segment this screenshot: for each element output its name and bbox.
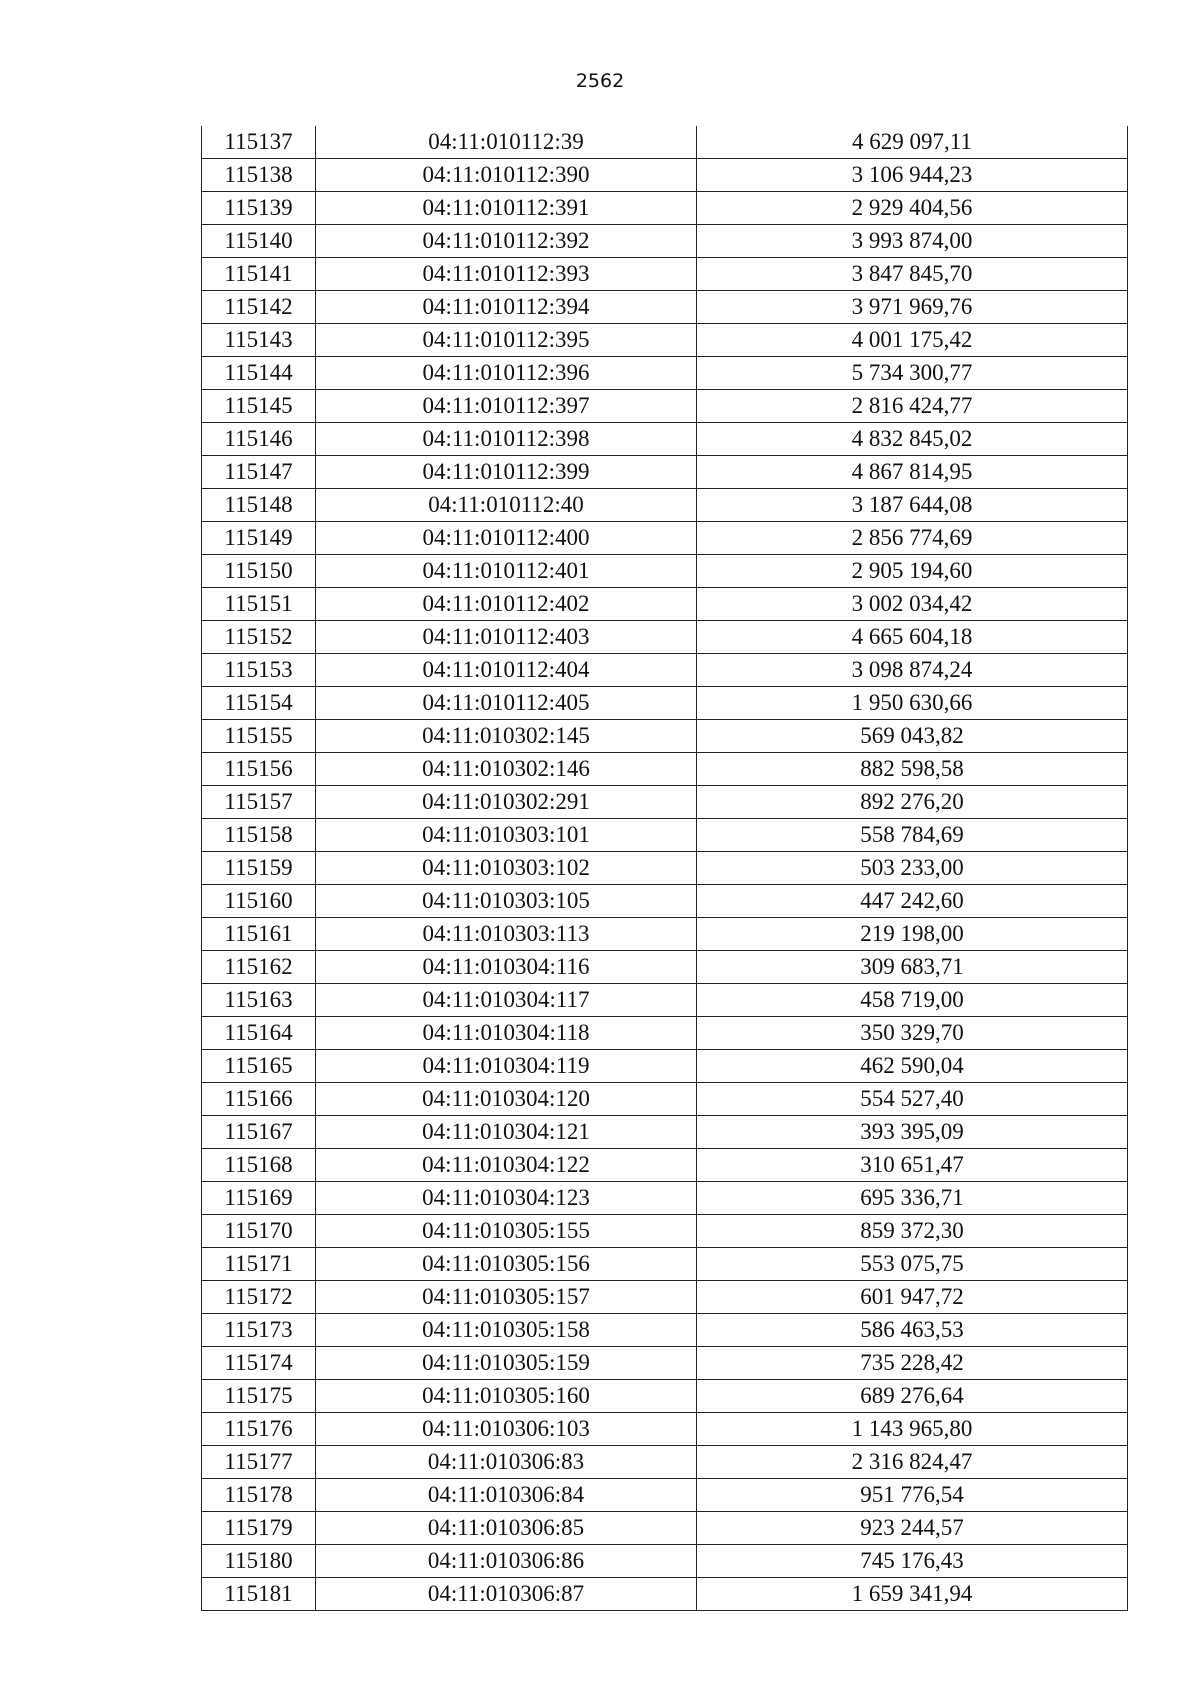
cadastral-value-cell: 745 176,43 — [697, 1545, 1128, 1578]
table-row — [202, 687, 1128, 720]
cadastral-number-cell: 04:11:010306:84 — [316, 1479, 697, 1512]
table-row — [202, 555, 1128, 588]
row-number-cell: 115175 — [202, 1380, 316, 1413]
row-number-cell: 115165 — [202, 1050, 316, 1083]
table-row — [202, 522, 1128, 555]
row-number-cell: 115137 — [202, 126, 316, 159]
cadastral-number-cell: 04:11:010304:118 — [316, 1017, 697, 1050]
cadastral-value-cell: 882 598,58 — [697, 753, 1128, 786]
cadastral-value-cell: 2 316 824,47 — [697, 1446, 1128, 1479]
row-number-cell: 115138 — [202, 159, 316, 192]
page-number: 2562 — [575, 70, 625, 92]
cadastral-number-cell: 04:11:010112:390 — [316, 159, 697, 192]
cadastral-value-cell: 462 590,04 — [697, 1050, 1128, 1083]
cadastral-value-cell: 1 950 630,66 — [697, 687, 1128, 720]
cadastral-value-cell: 3 993 874,00 — [697, 225, 1128, 258]
cadastral-value-cell: 689 276,64 — [697, 1380, 1128, 1413]
cadastral-value-cell: 4 665 604,18 — [697, 621, 1128, 654]
cadastral-number-cell: 04:11:010305:160 — [316, 1380, 697, 1413]
cadastral-number-cell: 04:11:010112:397 — [316, 390, 697, 423]
table-row — [202, 786, 1128, 819]
cadastral-value-cell: 2 856 774,69 — [697, 522, 1128, 555]
row-number-cell: 115160 — [202, 885, 316, 918]
table-row — [202, 1248, 1128, 1281]
cadastral-value-cell: 4 629 097,11 — [697, 126, 1128, 159]
cadastral-value-cell: 1 143 965,80 — [697, 1413, 1128, 1446]
cadastral-number-cell: 04:11:010304:121 — [316, 1116, 697, 1149]
cadastral-number-cell: 04:11:010305:156 — [316, 1248, 697, 1281]
row-number-cell: 115167 — [202, 1116, 316, 1149]
cadastral-value-cell: 1 659 341,94 — [697, 1578, 1128, 1611]
cadastral-value-cell: 310 651,47 — [697, 1149, 1128, 1182]
table-row — [202, 1116, 1128, 1149]
cadastral-number-cell: 04:11:010112:405 — [316, 687, 697, 720]
cadastral-value-cell: 458 719,00 — [697, 984, 1128, 1017]
cadastral-number-cell: 04:11:010303:102 — [316, 852, 697, 885]
cadastral-value-cell: 503 233,00 — [697, 852, 1128, 885]
cadastral-number-cell: 04:11:010112:392 — [316, 225, 697, 258]
table-row — [202, 1149, 1128, 1182]
row-number-cell: 115171 — [202, 1248, 316, 1281]
table-row — [202, 852, 1128, 885]
cadastral-value-cell: 558 784,69 — [697, 819, 1128, 852]
table-row — [202, 1182, 1128, 1215]
table-row — [202, 324, 1128, 357]
cadastral-number-cell: 04:11:010112:399 — [316, 456, 697, 489]
row-number-cell: 115141 — [202, 258, 316, 291]
row-number-cell: 115161 — [202, 918, 316, 951]
cadastral-value-cell: 3 098 874,24 — [697, 654, 1128, 687]
row-number-cell: 115152 — [202, 621, 316, 654]
cadastral-number-cell: 04:11:010304:119 — [316, 1050, 697, 1083]
row-number-cell: 115139 — [202, 192, 316, 225]
cadastral-number-cell: 04:11:010305:158 — [316, 1314, 697, 1347]
cadastral-value-cell: 859 372,30 — [697, 1215, 1128, 1248]
row-number-cell: 115156 — [202, 753, 316, 786]
row-number-cell: 115169 — [202, 1182, 316, 1215]
table-row — [202, 1578, 1128, 1611]
cadastral-number-cell: 04:11:010305:159 — [316, 1347, 697, 1380]
table-row — [202, 1281, 1128, 1314]
cadastral-number-cell: 04:11:010112:398 — [316, 423, 697, 456]
table-row — [202, 654, 1128, 687]
table-row — [202, 291, 1128, 324]
row-number-cell: 115178 — [202, 1479, 316, 1512]
cadastral-value-cell: 4 832 845,02 — [697, 423, 1128, 456]
cadastral-number-cell: 04:11:010306:103 — [316, 1413, 697, 1446]
cadastral-value-cell: 553 075,75 — [697, 1248, 1128, 1281]
row-number-cell: 115177 — [202, 1446, 316, 1479]
row-number-cell: 115147 — [202, 456, 316, 489]
cadastral-value-cell: 695 336,71 — [697, 1182, 1128, 1215]
cadastral-value-cell: 3 847 845,70 — [697, 258, 1128, 291]
table-row — [202, 357, 1128, 390]
table-row — [202, 1413, 1128, 1446]
cadastral-value-cell: 3 187 644,08 — [697, 489, 1128, 522]
cadastral-number-cell: 04:11:010306:87 — [316, 1578, 697, 1611]
row-number-cell: 115146 — [202, 423, 316, 456]
cadastral-value-cell: 5 734 300,77 — [697, 357, 1128, 390]
row-number-cell: 115176 — [202, 1413, 316, 1446]
table-row — [202, 489, 1128, 522]
row-number-cell: 115144 — [202, 357, 316, 390]
row-number-cell: 115155 — [202, 720, 316, 753]
cadastral-value-cell: 892 276,20 — [697, 786, 1128, 819]
table-row — [202, 1083, 1128, 1116]
cadastral-number-cell: 04:11:010303:105 — [316, 885, 697, 918]
row-number-cell: 115181 — [202, 1578, 316, 1611]
cadastral-value-cell: 219 198,00 — [697, 918, 1128, 951]
row-number-cell: 115162 — [202, 951, 316, 984]
cadastral-value-cell: 2 816 424,77 — [697, 390, 1128, 423]
cadastral-value-cell: 951 776,54 — [697, 1479, 1128, 1512]
row-number-cell: 115140 — [202, 225, 316, 258]
cadastral-number-cell: 04:11:010112:403 — [316, 621, 697, 654]
table-row — [202, 819, 1128, 852]
cadastral-number-cell: 04:11:010304:117 — [316, 984, 697, 1017]
cadastral-value-cell: 350 329,70 — [697, 1017, 1128, 1050]
row-number-cell: 115143 — [202, 324, 316, 357]
cadastral-value-cell: 4 001 175,42 — [697, 324, 1128, 357]
row-number-cell: 115153 — [202, 654, 316, 687]
table-row — [202, 423, 1128, 456]
row-number-cell: 115179 — [202, 1512, 316, 1545]
table-row — [202, 1050, 1128, 1083]
table-row — [202, 1215, 1128, 1248]
table-row — [202, 588, 1128, 621]
row-number-cell: 115142 — [202, 291, 316, 324]
table-row — [202, 984, 1128, 1017]
cadastral-number-cell: 04:11:010304:123 — [316, 1182, 697, 1215]
table-row — [202, 126, 1128, 159]
table-row — [202, 456, 1128, 489]
registry-table — [201, 126, 1128, 1611]
cadastral-number-cell: 04:11:010304:122 — [316, 1149, 697, 1182]
cadastral-value-cell: 923 244,57 — [697, 1512, 1128, 1545]
table-row — [202, 1479, 1128, 1512]
row-number-cell: 115163 — [202, 984, 316, 1017]
row-number-cell: 115145 — [202, 390, 316, 423]
cadastral-number-cell: 04:11:010112:40 — [316, 489, 697, 522]
table-row — [202, 192, 1128, 225]
cadastral-value-cell: 586 463,53 — [697, 1314, 1128, 1347]
cadastral-value-cell: 554 527,40 — [697, 1083, 1128, 1116]
row-number-cell: 115151 — [202, 588, 316, 621]
table-row — [202, 951, 1128, 984]
cadastral-number-cell: 04:11:010304:116 — [316, 951, 697, 984]
row-number-cell: 115157 — [202, 786, 316, 819]
cadastral-value-cell: 2 905 194,60 — [697, 555, 1128, 588]
cadastral-number-cell: 04:11:010112:39 — [316, 126, 697, 159]
table-row — [202, 1545, 1128, 1578]
cadastral-value-cell: 569 043,82 — [697, 720, 1128, 753]
row-number-cell: 115174 — [202, 1347, 316, 1380]
cadastral-number-cell: 04:11:010303:113 — [316, 918, 697, 951]
cadastral-number-cell: 04:11:010302:145 — [316, 720, 697, 753]
cadastral-number-cell: 04:11:010306:85 — [316, 1512, 697, 1545]
cadastral-value-cell: 309 683,71 — [697, 951, 1128, 984]
cadastral-value-cell: 3 002 034,42 — [697, 588, 1128, 621]
table-row — [202, 720, 1128, 753]
cadastral-number-cell: 04:11:010302:146 — [316, 753, 697, 786]
row-number-cell: 115148 — [202, 489, 316, 522]
row-number-cell: 115154 — [202, 687, 316, 720]
row-number-cell: 115159 — [202, 852, 316, 885]
table-row — [202, 1446, 1128, 1479]
table-row — [202, 1347, 1128, 1380]
cadastral-value-cell: 447 242,60 — [697, 885, 1128, 918]
table-row — [202, 1380, 1128, 1413]
cadastral-number-cell: 04:11:010112:391 — [316, 192, 697, 225]
cadastral-number-cell: 04:11:010306:83 — [316, 1446, 697, 1479]
row-number-cell: 115158 — [202, 819, 316, 852]
row-number-cell: 115170 — [202, 1215, 316, 1248]
cadastral-number-cell: 04:11:010304:120 — [316, 1083, 697, 1116]
cadastral-number-cell: 04:11:010112:404 — [316, 654, 697, 687]
cadastral-number-cell: 04:11:010112:393 — [316, 258, 697, 291]
table-row — [202, 225, 1128, 258]
cadastral-number-cell: 04:11:010305:157 — [316, 1281, 697, 1314]
cadastral-value-cell: 601 947,72 — [697, 1281, 1128, 1314]
table-row — [202, 159, 1128, 192]
table-row — [202, 1314, 1128, 1347]
cadastral-number-cell: 04:11:010112:394 — [316, 291, 697, 324]
cadastral-value-cell: 735 228,42 — [697, 1347, 1128, 1380]
table-row — [202, 885, 1128, 918]
cadastral-number-cell: 04:11:010302:291 — [316, 786, 697, 819]
cadastral-number-cell: 04:11:010303:101 — [316, 819, 697, 852]
cadastral-value-cell: 3 971 969,76 — [697, 291, 1128, 324]
row-number-cell: 115166 — [202, 1083, 316, 1116]
cadastral-value-cell: 4 867 814,95 — [697, 456, 1128, 489]
table-row — [202, 390, 1128, 423]
row-number-cell: 115172 — [202, 1281, 316, 1314]
table-row — [202, 621, 1128, 654]
row-number-cell: 115180 — [202, 1545, 316, 1578]
cadastral-value-cell: 3 106 944,23 — [697, 159, 1128, 192]
table-row — [202, 753, 1128, 786]
row-number-cell: 115149 — [202, 522, 316, 555]
registry-table-body — [202, 126, 1128, 1611]
cadastral-number-cell: 04:11:010112:402 — [316, 588, 697, 621]
row-number-cell: 115164 — [202, 1017, 316, 1050]
row-number-cell: 115168 — [202, 1149, 316, 1182]
table-row — [202, 1017, 1128, 1050]
cadastral-number-cell: 04:11:010112:400 — [316, 522, 697, 555]
table-row — [202, 918, 1128, 951]
cadastral-number-cell: 04:11:010112:396 — [316, 357, 697, 390]
row-number-cell: 115150 — [202, 555, 316, 588]
cadastral-number-cell: 04:11:010112:395 — [316, 324, 697, 357]
row-number-cell: 115173 — [202, 1314, 316, 1347]
cadastral-number-cell: 04:11:010305:155 — [316, 1215, 697, 1248]
table-row — [202, 1512, 1128, 1545]
cadastral-value-cell: 2 929 404,56 — [697, 192, 1128, 225]
table-row — [202, 258, 1128, 291]
cadastral-number-cell: 04:11:010306:86 — [316, 1545, 697, 1578]
cadastral-value-cell: 393 395,09 — [697, 1116, 1128, 1149]
cadastral-number-cell: 04:11:010112:401 — [316, 555, 697, 588]
